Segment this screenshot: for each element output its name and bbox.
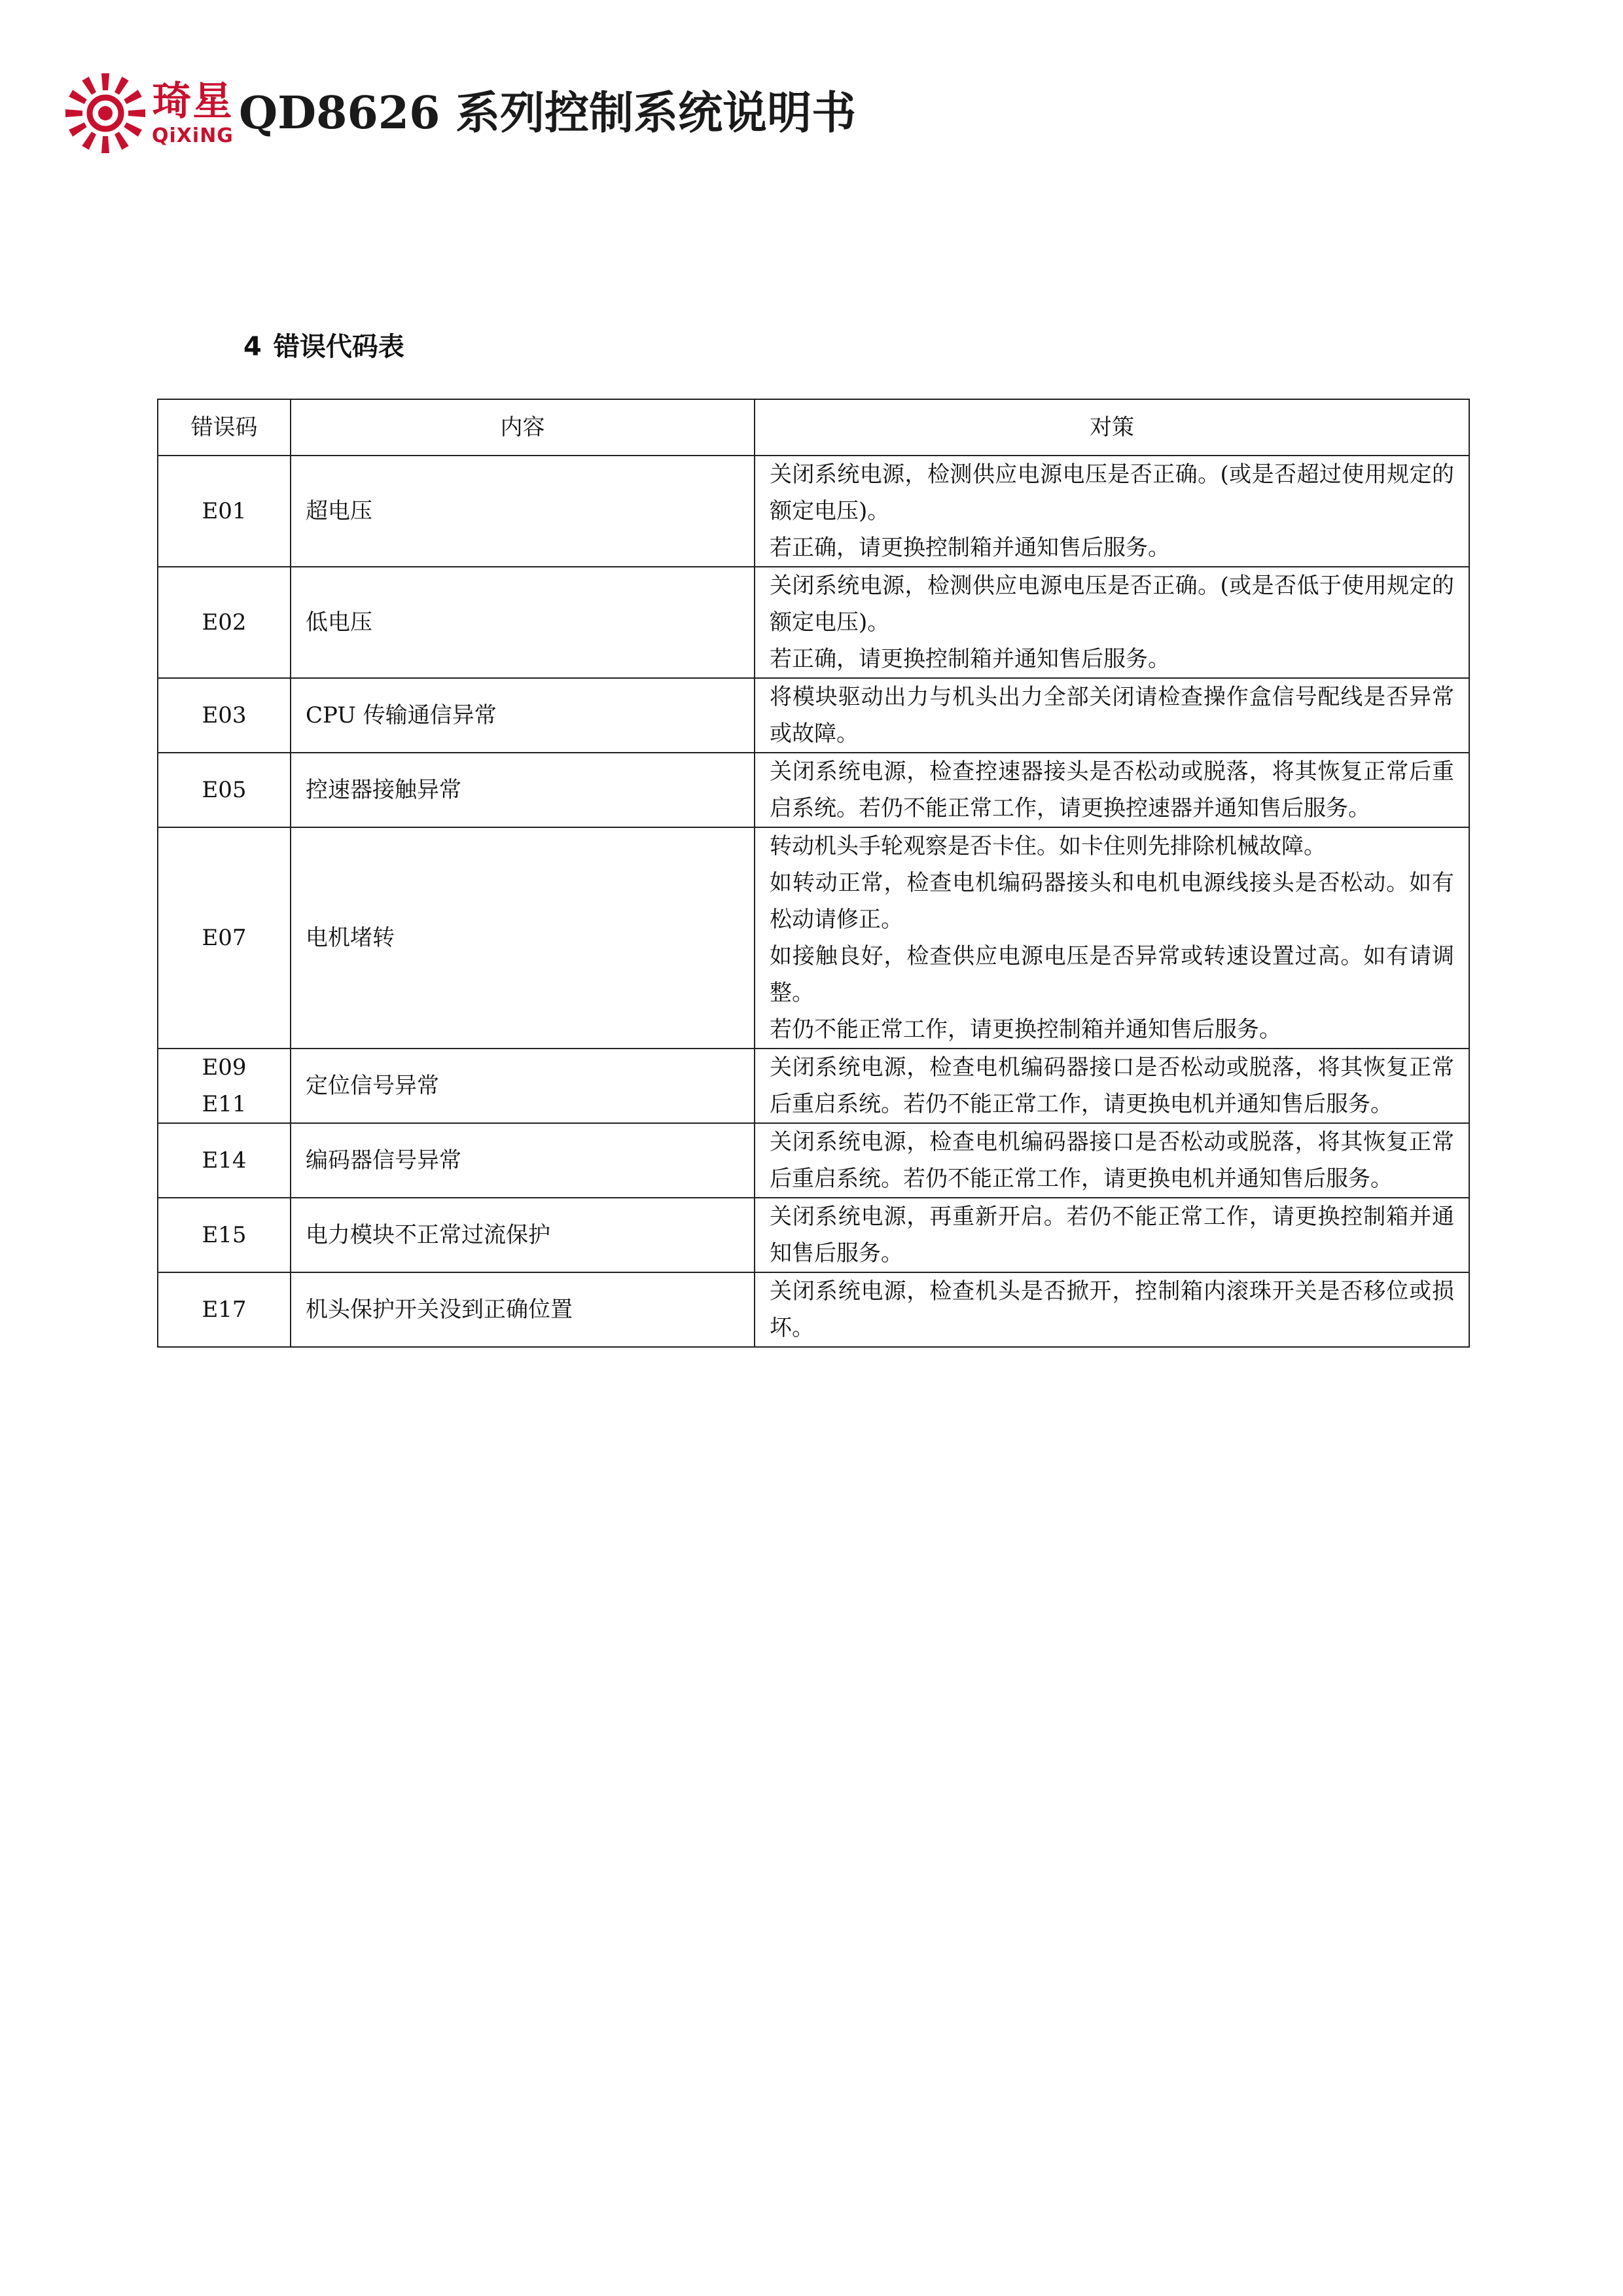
- logo-petal: [82, 131, 97, 150]
- countermeasure-cell: [755, 1123, 1469, 1198]
- table-row: [158, 1272, 1469, 1347]
- brand-wordmark: [152, 71, 234, 156]
- countermeasure-text: 如接触良好，检查供应电源电压是否异常或转速设置过高。如有请调整。: [770, 943, 1454, 1006]
- table-row: [158, 567, 1469, 678]
- section-number: 4: [243, 332, 262, 362]
- column-header-code: 错误码: [158, 399, 291, 456]
- error-code-cell: [158, 827, 291, 1049]
- error-code-cell: [158, 753, 291, 827]
- error-description: 电力模块不正常过流保护: [291, 1198, 755, 1272]
- error-code: E09: [202, 1054, 247, 1081]
- error-description: 机头保护开关没到正确位置: [291, 1272, 755, 1347]
- table-row: [158, 753, 1469, 827]
- error-code: E14: [202, 1147, 247, 1174]
- countermeasure-cell: [755, 753, 1469, 827]
- error-code: E17: [202, 1297, 247, 1323]
- countermeasure-cell: [755, 827, 1469, 1049]
- error-code: E03: [202, 702, 247, 728]
- countermeasure-cell: [755, 1049, 1469, 1123]
- countermeasure-cell: [755, 1272, 1469, 1347]
- logo-petal: [128, 109, 145, 117]
- logo-petal: [123, 121, 142, 136]
- error-code: E02: [202, 609, 247, 636]
- error-description: CPU 传输通信异常: [291, 678, 755, 753]
- error-code-cell: [158, 1198, 291, 1272]
- countermeasure-text: 关闭系统电源，检查机头是否掀开，控制箱内滚珠开关是否移位或损坏。: [770, 1278, 1454, 1341]
- logo-petal: [101, 136, 109, 153]
- error-code: E01: [202, 498, 247, 524]
- countermeasure-cell: [755, 456, 1469, 567]
- error-code: E07: [202, 925, 247, 951]
- table-row: [158, 827, 1469, 1049]
- error-code-cell: [158, 1049, 291, 1123]
- countermeasure-text: 将模块驱动出力与机头出力全部关闭请检查操作盒信号配线是否异常或故障。: [770, 684, 1454, 747]
- logo-petal: [65, 109, 82, 117]
- countermeasure-text: 转动机头手轮观察是否卡住。如卡住则先排除机械故障。: [770, 833, 1326, 859]
- countermeasure-cell: [755, 567, 1469, 678]
- qixing-logo-icon: [63, 71, 148, 156]
- countermeasure-text: 关闭系统电源，检测供应电源电压是否正确。(或是否超过使用规定的额定电压)。: [770, 461, 1454, 524]
- logo-petal: [113, 131, 128, 150]
- error-description: 定位信号异常: [291, 1049, 755, 1123]
- error-code-cell: [158, 456, 291, 567]
- logo-petal: [101, 73, 109, 90]
- logo-petal: [69, 90, 88, 105]
- error-code: E11: [202, 1091, 247, 1117]
- countermeasure-text: 关闭系统电源，检测供应电源电压是否正确。(或是否低于使用规定的额定电压)。: [770, 573, 1454, 636]
- section-title-text: 错误代码表: [273, 332, 404, 362]
- brand-name-cn: 琦星: [152, 79, 234, 124]
- table-row: [158, 456, 1469, 567]
- table-body: [158, 456, 1469, 1347]
- error-description: 编码器信号异常: [291, 1123, 755, 1198]
- countermeasure-text: 关闭系统电源，检查电机编码器接口是否松动或脱落，将其恢复正常后重启系统。若仍不能正常工作，请更换电机并通知售后服务。: [770, 1054, 1454, 1117]
- table-row: [158, 678, 1469, 753]
- logo-petal: [69, 121, 88, 136]
- error-description: 低电压: [291, 567, 755, 678]
- countermeasure-text: 关闭系统电源，再重新开启。若仍不能正常工作，请更换控制箱并通知售后服务。: [770, 1204, 1454, 1266]
- logo-petal: [123, 90, 142, 105]
- error-code-cell: [158, 1123, 291, 1198]
- error-code-table: [157, 399, 1470, 1348]
- countermeasure-text: 关闭系统电源，检查电机编码器接口是否松动或脱落，将其恢复正常后重启系统。若仍不能正常工作，请更换电机并通知售后服务。: [770, 1129, 1454, 1192]
- countermeasure-text: 若仍不能正常工作，请更换控制箱并通知售后服务。: [770, 1016, 1281, 1043]
- error-code-cell: [158, 1272, 291, 1347]
- error-code-cell: [158, 567, 291, 678]
- error-code: E15: [202, 1222, 247, 1248]
- logo-petal: [113, 77, 128, 96]
- table-header-row: [158, 399, 1469, 456]
- countermeasure-text: 如转动正常，检查电机编码器接头和电机电源线接头是否松动。如有松动请修正。: [770, 870, 1454, 933]
- countermeasure-text: 关闭系统电源，检查控速器接头是否松动或脱落，将其恢复正常后重启系统。若仍不能正常工作，请更换控速器并通知售后服务。: [770, 759, 1454, 821]
- error-description: 电机堵转: [291, 827, 755, 1049]
- countermeasure-cell: [755, 678, 1469, 753]
- table-row: [158, 1198, 1469, 1272]
- table-row: [158, 1049, 1469, 1123]
- document-title: QD8626 系列控制系统说明书: [238, 87, 857, 139]
- table-row: [158, 1123, 1469, 1198]
- error-code: E05: [202, 777, 247, 803]
- section-heading: [243, 327, 404, 367]
- column-header-action: 对策: [755, 399, 1469, 456]
- logo-petal: [82, 77, 97, 96]
- error-description: 超电压: [291, 456, 755, 567]
- countermeasure-cell: [755, 1198, 1469, 1272]
- error-code-cell: [158, 678, 291, 753]
- countermeasure-text: 若正确，请更换控制箱并通知售后服务。: [770, 646, 1170, 672]
- page-header: [63, 71, 856, 156]
- countermeasure-text: 若正确，请更换控制箱并通知售后服务。: [770, 535, 1170, 561]
- brand-name-en: QiXiNG: [152, 124, 234, 147]
- error-description: 控速器接触异常: [291, 753, 755, 827]
- column-header-content: 内容: [291, 399, 755, 456]
